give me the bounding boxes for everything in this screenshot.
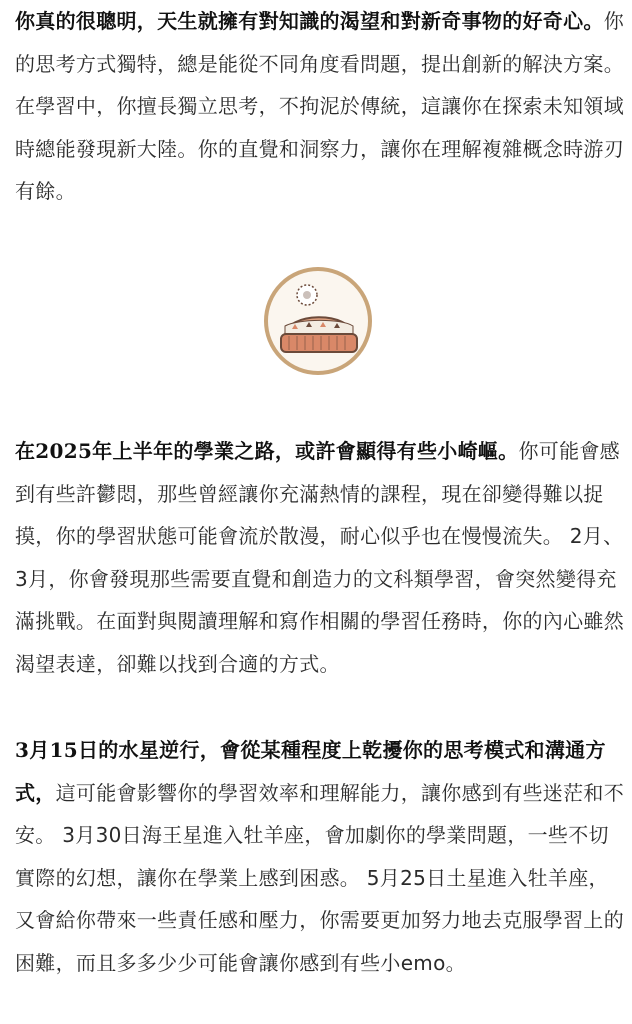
paragraph-lead: 3月15日的水星逆行，會從某種程度上乾擾你的思考模式和溝通方式， (15, 738, 606, 805)
beanie-hat-icon (263, 266, 373, 376)
paragraph-body: 這可能會影響你的學習效率和理解能力，讓你感到有些迷茫和不安。 3月30日海王星進入牡羊座，會加劇你的學業問題，一些不切實際的幻想，讓你在學業上感到困惑。 5月25日土星進入牡羊座，又會給你帶來一些責任感和壓力，你需要更加努力地去克服學習上的困難，而且多多少少可能會讓你感到有些小emo。 (15, 780, 625, 975)
paragraph-lead: 在2025年上半年的學業之路，或許會顯得有些小崎嶇。 (15, 439, 519, 463)
paragraph-body: 你的思考方式獨特，總是能從不同角度看問題，提出創新的解決方案。在學習中，你擅長獨立思考，不拘泥於傳統，這讓你在探索未知領域時總能發現新大陸。你的直覺和洞察力，讓你在理解複雜概念時游刃有餘。 (15, 9, 625, 203)
paragraph-planetary-transits (15, 729, 625, 984)
paragraph-lead: 你真的很聰明，天生就擁有對知識的渴望和對新奇事物的好奇心。 (15, 9, 604, 33)
paragraph-academic-outlook (15, 430, 625, 685)
paragraph-body: 你可能會感到有些許鬱悶，那些曾經讓你充滿熱情的課程，現在卻變得難以捉摸，你的學習狀態可能會流於散漫，耐心似乎也在慢慢流失。 2月、3月，你會發現那些需要直覺和創造力的文科類學習，會突然變得充滿挑戰。在面對與閱讀理解和寫作相關的學習任務時，你的內心雖然渴望表達，卻難以找到合適的方式。 (15, 439, 624, 676)
paragraph-personality (15, 0, 625, 213)
